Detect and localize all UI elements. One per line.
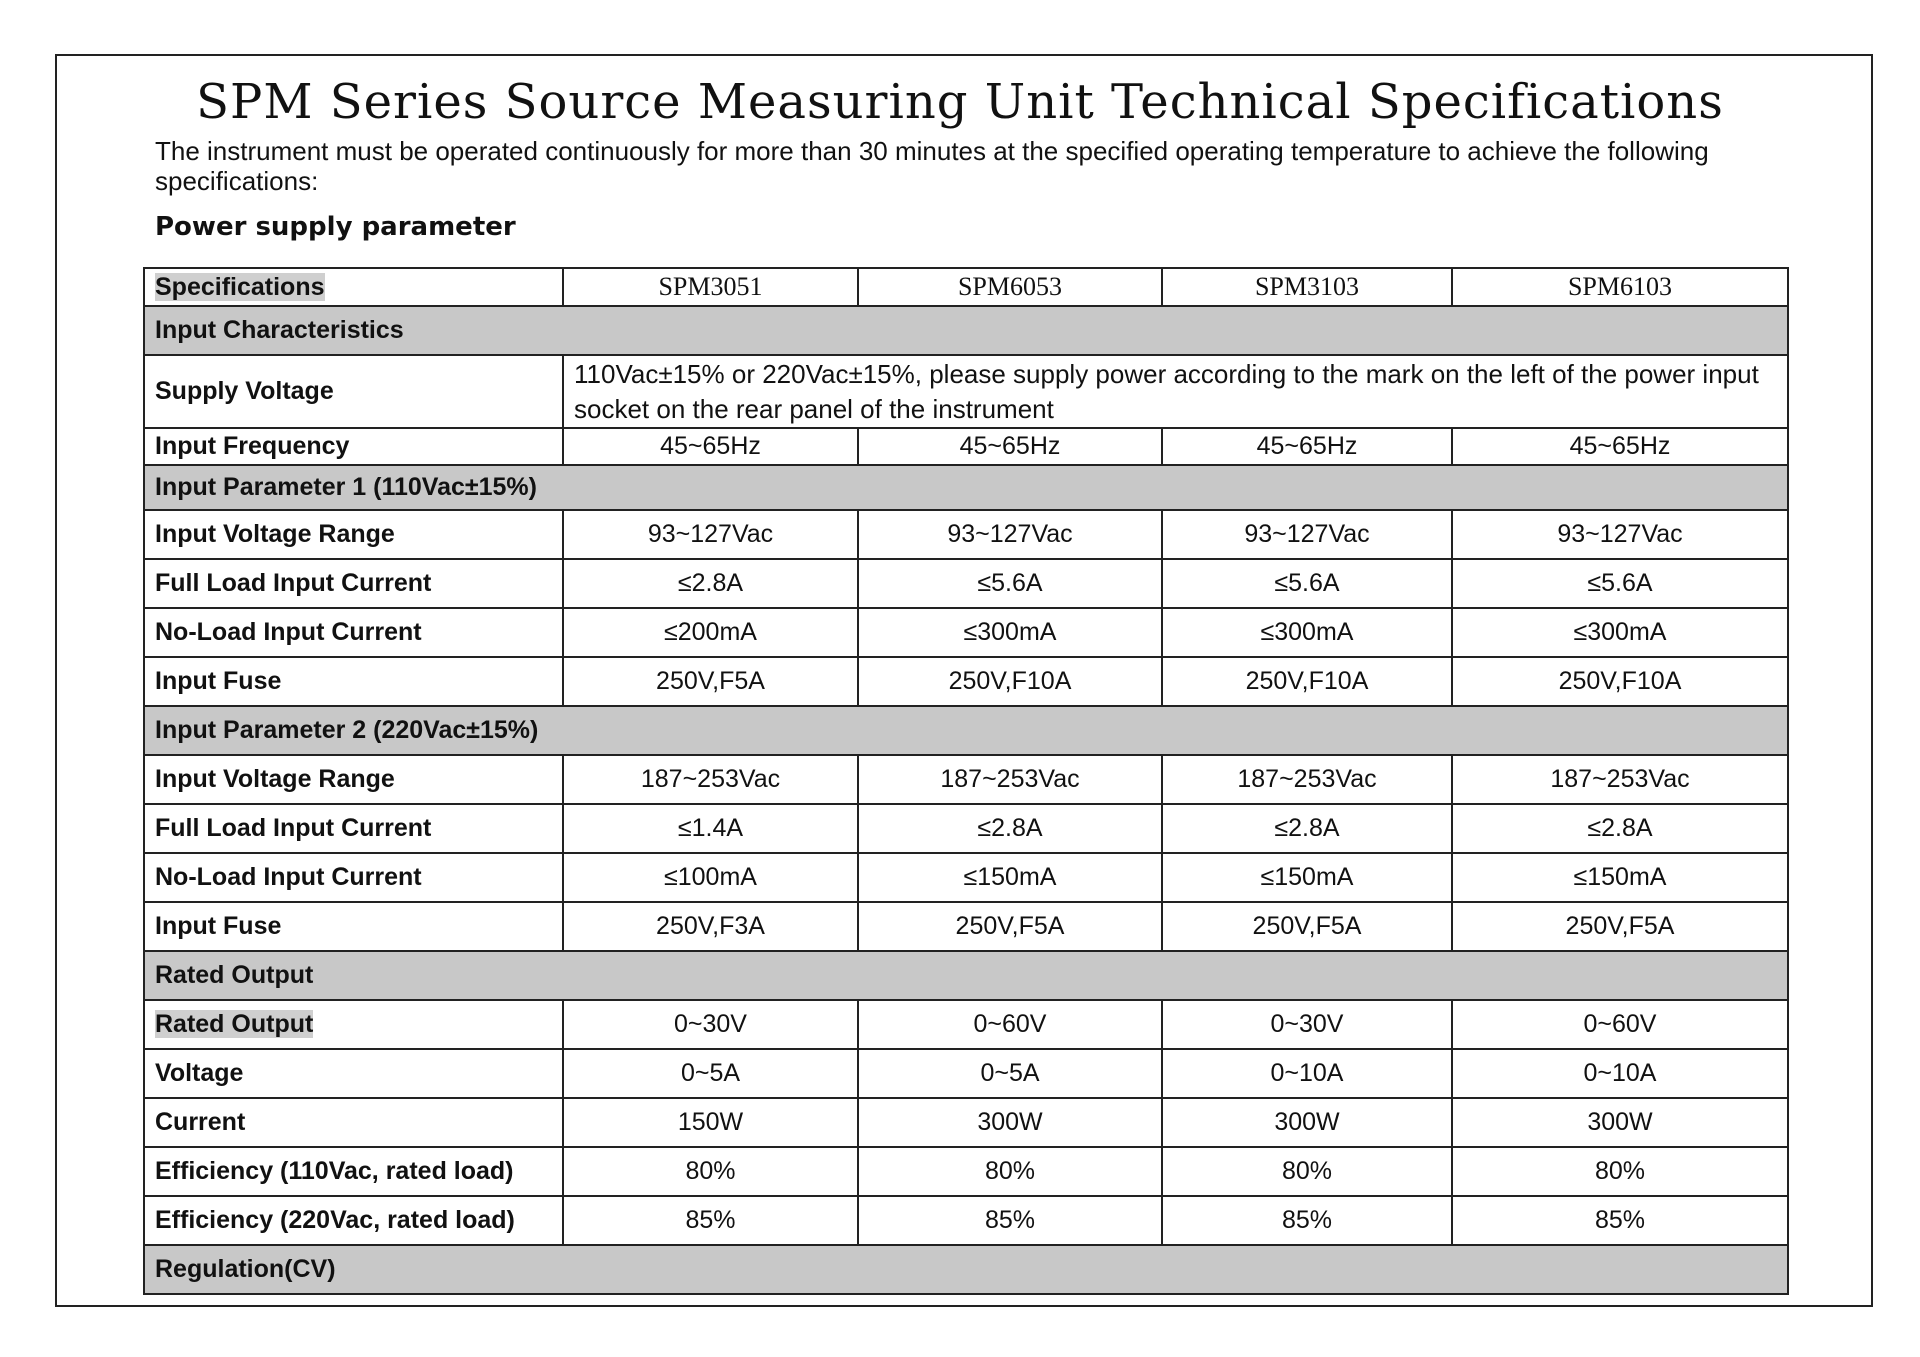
cell-value: ≤300mA [858,608,1162,657]
cell-value: 85% [1162,1196,1452,1245]
header-model: SPM3051 [563,268,858,306]
cell-value: 0~30V [1162,1000,1452,1049]
table-row [144,657,1788,706]
table-row [144,902,1788,951]
cell-value: 250V,F5A [1452,902,1788,951]
table-row [144,853,1788,902]
cell-value: 150W [563,1098,858,1147]
cell-value: 93~127Vac [1162,510,1452,559]
table-row [144,1000,1788,1049]
cell-value: ≤2.8A [858,804,1162,853]
cell-value: ≤200mA [563,608,858,657]
page-title: SPM Series Source Measuring Unit Technical Specifications [196,74,1724,130]
table-row [144,559,1788,608]
cell-value: 85% [858,1196,1162,1245]
group-row [144,951,1788,1000]
header-model: SPM3103 [1162,268,1452,306]
row-label: No-Load Input Current [144,853,563,902]
table-row [144,1196,1788,1245]
group-input-parameter-1: Input Parameter 1 (110Vac±15%) [144,465,1788,510]
table-header-row [144,268,1788,306]
cell-value: 93~127Vac [858,510,1162,559]
cell-value: 250V,F10A [1162,657,1452,706]
cell-value: 0~5A [563,1049,858,1098]
cell-value: ≤150mA [858,853,1162,902]
cell-value: 250V,F5A [563,657,858,706]
cell-value: ≤2.8A [1162,804,1452,853]
cell-value: 250V,F5A [1162,902,1452,951]
cell-value: 0~60V [858,1000,1162,1049]
cell-value: 0~5A [858,1049,1162,1098]
header-model: SPM6053 [858,268,1162,306]
table-row [144,1147,1788,1196]
table-row [144,608,1788,657]
cell-value: ≤300mA [1162,608,1452,657]
table-row [144,755,1788,804]
cell-value: 250V,F10A [1452,657,1788,706]
table-row [144,1098,1788,1147]
cell-value: ≤5.6A [1162,559,1452,608]
cell-value: 250V,F5A [858,902,1162,951]
row-label: Current [144,1098,563,1147]
cell-value: 187~253Vac [1162,755,1452,804]
group-input-characteristics: Input Characteristics [144,306,1788,355]
cell-value: 0~10A [1162,1049,1452,1098]
header-model: SPM6103 [1452,268,1788,306]
group-row [144,1245,1788,1294]
cell-value: 93~127Vac [1452,510,1788,559]
cell-value: 0~60V [1452,1000,1788,1049]
group-row [144,306,1788,355]
cell-value: 85% [563,1196,858,1245]
cell-value: ≤150mA [1452,853,1788,902]
header-specifications: Specifications [144,268,563,306]
row-label: Efficiency (110Vac, rated load) [144,1147,563,1196]
cell-value: 250V,F10A [858,657,1162,706]
supply-voltage-text: 110Vac±15% or 220Vac±15%, please supply power according to the mark on the left of the power input socket on the rear panel of the instrument [563,355,1788,428]
intro-text: The instrument must be operated continuously for more than 30 minutes at the specified operating temperature to achieve the following specifications: [155,136,1709,196]
cell-value: 85% [1452,1196,1788,1245]
cell-value: 187~253Vac [563,755,858,804]
cell-value: 80% [1452,1147,1788,1196]
cell-value: 45~65Hz [1452,428,1788,465]
row-label: Efficiency (220Vac, rated load) [144,1196,563,1245]
group-input-parameter-2: Input Parameter 2 (220Vac±15%) [144,706,1788,755]
cell-value: ≤100mA [563,853,858,902]
cell-value: 300W [858,1098,1162,1147]
section-heading: Power supply parameter [155,212,516,242]
cell-value: 80% [563,1147,858,1196]
cell-value: ≤300mA [1452,608,1788,657]
cell-value: 187~253Vac [1452,755,1788,804]
table-row [144,510,1788,559]
group-rated-output: Rated Output [144,951,1788,1000]
group-row [144,706,1788,755]
cell-value: 80% [1162,1147,1452,1196]
row-label: Voltage [144,1049,563,1098]
cell-value: 45~65Hz [563,428,858,465]
row-label: Rated Output [144,1000,563,1049]
row-label: Input Voltage Range [144,510,563,559]
row-label: Input Fuse [144,902,563,951]
table-row [144,355,1788,428]
cell-value: 300W [1162,1098,1452,1147]
cell-value: ≤2.8A [1452,804,1788,853]
cell-value: ≤1.4A [563,804,858,853]
cell-value: ≤150mA [1162,853,1452,902]
table-row [144,1049,1788,1098]
row-label: Full Load Input Current [144,559,563,608]
row-label: No-Load Input Current [144,608,563,657]
row-label: Input Fuse [144,657,563,706]
cell-value: 187~253Vac [858,755,1162,804]
cell-value: 93~127Vac [563,510,858,559]
row-label: Full Load Input Current [144,804,563,853]
cell-value: ≤2.8A [563,559,858,608]
row-label: Input Frequency [144,428,563,465]
cell-value: ≤5.6A [1452,559,1788,608]
spec-table [143,267,1789,1295]
group-regulation-cv: Regulation(CV) [144,1245,1788,1294]
row-label: Input Voltage Range [144,755,563,804]
cell-value: 80% [858,1147,1162,1196]
cell-value: 45~65Hz [1162,428,1452,465]
table-row [144,804,1788,853]
cell-value: 0~10A [1452,1049,1788,1098]
cell-value: 300W [1452,1098,1788,1147]
group-row [144,465,1788,510]
row-label: Supply Voltage [144,355,563,428]
cell-value: 250V,F3A [563,902,858,951]
cell-value: ≤5.6A [858,559,1162,608]
table-row [144,428,1788,465]
cell-value: 0~30V [563,1000,858,1049]
cell-value: 45~65Hz [858,428,1162,465]
